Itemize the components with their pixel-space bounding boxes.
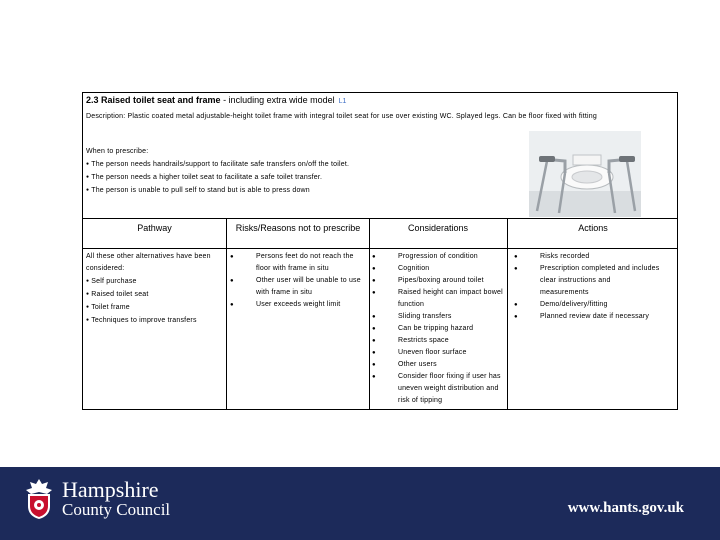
bullet-icon: ●: [514, 302, 518, 308]
consideration-item: ● Other users: [398, 359, 504, 371]
bullet-icon: ●: [372, 338, 376, 344]
pathway-item: ● Toilet frame: [86, 301, 224, 314]
when-to-prescribe: [86, 145, 416, 197]
consideration-item: ● Sliding transfers: [398, 311, 504, 323]
pathway-item: ● Techniques to improve transfers: [86, 314, 224, 327]
bullet-icon: ●: [372, 290, 376, 296]
when-heading: When to prescribe:: [86, 148, 149, 155]
risk-item: ● User exceeds weight limit: [256, 299, 364, 311]
consideration-item: ● Consider floor fixing if user has uneven weight distribution and risk of tipping: [372, 373, 501, 404]
bullet-icon: ●: [372, 314, 376, 320]
bullet-icon: ●: [514, 266, 518, 272]
bullet-icon: ●: [372, 326, 376, 332]
when-item: ● The person is unable to pull self to stand but is able to press down: [86, 184, 416, 197]
header-separator: [83, 248, 677, 249]
considerations-cell: [372, 251, 504, 407]
org-subname: County Council: [62, 500, 171, 519]
consideration-item: ● Pipes/boxing around toilet: [398, 275, 504, 287]
product-description: Description: Plastic coated metal adjustable-height toilet frame with integral toilet seat for use over existing WC. Splayed legs. Can be floor fixed with fitting: [86, 113, 597, 120]
actions-header: Actions: [578, 223, 608, 233]
prescription-card: [82, 92, 678, 410]
consideration-item: ● Restricts space: [398, 335, 504, 347]
risks-header: Risks/Reasons not to prescribe: [235, 223, 361, 233]
bullet-icon: ●: [372, 374, 376, 380]
product-title: 2.3 Raised toilet seat and frame - including extra wide model L1: [86, 95, 347, 105]
bullet-icon: ●: [372, 254, 376, 260]
action-item: ● Planned review date if necessary: [540, 311, 660, 323]
toilet-frame-photo: [529, 131, 641, 217]
bullet-icon: ●: [514, 314, 518, 320]
considerations-header: Considerations: [407, 223, 469, 233]
pathway-cell: [86, 251, 224, 327]
when-item: ● The person needs handrails/support to facilitate safe transfers on/off the toilet.: [86, 158, 416, 171]
bullet-icon: ●: [372, 266, 376, 272]
action-item: ● Risks recorded: [540, 251, 660, 263]
risk-item: ● Other user will be unable to use with frame in situ: [230, 277, 361, 296]
pathway-item: ● Self purchase: [86, 275, 224, 288]
risk-item: ● Persons feet do not reach the floor with frame in situ: [230, 253, 354, 272]
pathway-intro: All these other alternatives have been considered:: [86, 253, 211, 272]
actions-cell: [514, 251, 660, 323]
level-code: L1: [338, 98, 347, 105]
bullet-icon: ●: [514, 254, 518, 260]
consideration-item: ● Raised height can impact bowel function: [372, 289, 503, 308]
risks-cell: [230, 251, 364, 311]
action-item: ● Prescription completed and includes clear instructions and measurements: [514, 265, 660, 296]
consideration-item: ● Can be tripping hazard: [398, 323, 504, 335]
crest-icon: [24, 478, 54, 520]
pathway-item: ● Raised toilet seat: [86, 288, 224, 301]
action-item: ● Demo/delivery/fitting: [540, 299, 660, 311]
bullet-icon: ●: [230, 278, 234, 284]
consideration-item: ● Uneven floor surface: [398, 347, 504, 359]
assessment-table: [83, 219, 677, 409]
bullet-icon: ●: [372, 278, 376, 284]
org-name: Hampshire: [62, 477, 159, 502]
consideration-item: ● Progression of condition: [398, 251, 504, 263]
bullet-icon: ●: [372, 362, 376, 368]
bullet-icon: ●: [230, 254, 234, 260]
product-section: [83, 93, 677, 219]
when-item: ● The person needs a higher toilet seat to facilitate a safe toilet transfer.: [86, 171, 416, 184]
bullet-icon: ●: [372, 350, 376, 356]
bullet-icon: ●: [230, 302, 234, 308]
consideration-item: ● Cognition: [398, 263, 504, 275]
pathway-header: Pathway: [137, 223, 172, 233]
website-link[interactable]: www.hants.gov.uk: [567, 500, 684, 516]
